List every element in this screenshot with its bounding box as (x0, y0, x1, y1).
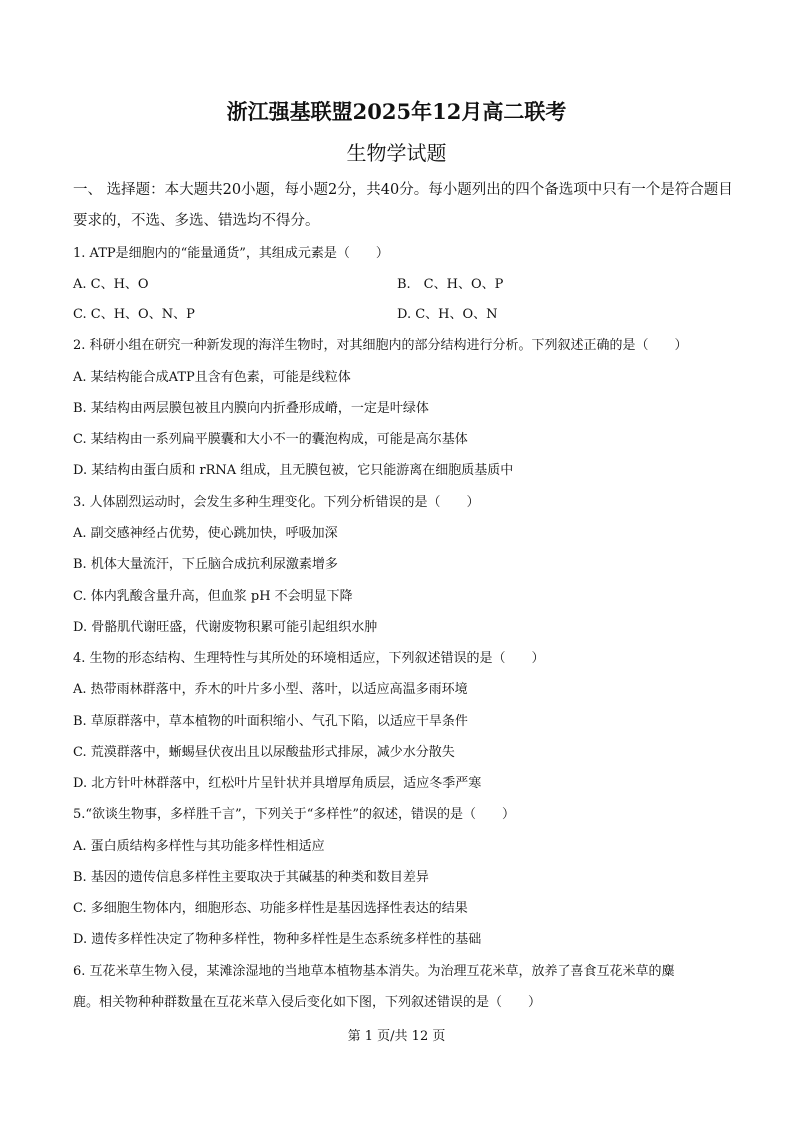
question-1-option-c: C. C、H、O、N、P (73, 307, 195, 322)
question-2-stem: 2. 科研小组在研究一种新发现的海洋生物时，对其细胞内的部分结构进行分析。下列叙述正确的是（ ） (73, 338, 688, 353)
question-1-option-d: D. C、H、O、N (397, 307, 498, 322)
question-2-option-c: C. 某结构由一系列扁平膜囊和大小不一的囊泡构成，可能是高尔基体 (73, 432, 468, 447)
question-3-stem: 3. 人体剧烈运动时，会发生多种生理变化。下列分析错误的是（ ） (73, 495, 480, 510)
question-1-option-a: A. C、H、O (73, 277, 149, 292)
question-3-option-d: D. 骨骼肌代谢旺盛，代谢废物积累可能引起组织水肿 (73, 620, 378, 635)
question-4-option-b: B. 草原群落中，草本植物的叶面积缩小、气孔下陷，以适应干旱条件 (73, 714, 468, 729)
question-5-stem: 5.“欲谈生物事，多样胜千言”，下列关于“多样性”的叙述，错误的是（ ） (73, 807, 515, 822)
question-5-option-c: C. 多细胞生物体内，细胞形态、功能多样性是基因选择性表达的结果 (73, 901, 468, 916)
question-2-option-d: D. 某结构由蛋白质和 rRNA 组成，且无膜包被，它只能游离在细胞质基质中 (73, 463, 514, 478)
question-3-option-b: B. 机体大量流汗，下丘脑合成抗利尿激素增多 (73, 557, 338, 572)
question-1-option-b: B. C、H、O、P (397, 277, 504, 292)
question-4-stem: 4. 生物的形态结构、生理特性与其所处的环境相适应，下列叙述错误的是（ ） (73, 651, 545, 666)
question-4-option-c: C. 荒漠群落中，蜥蜴昼伏夜出且以尿酸盐形式排尿，减少水分散失 (73, 745, 455, 760)
question-1-stem: 1. ATP是细胞内的“能量通货”，其组成元素是（ ） (73, 246, 389, 261)
question-5-option-d: D. 遗传多样性决定了物种多样性，物种多样性是生态系统多样性的基础 (73, 932, 482, 947)
question-5-option-b: B. 基因的遗传信息多样性主要取决于其碱基的种类和数目差异 (73, 870, 429, 885)
question-6-stem-line1: 6. 互花米草生物入侵，某滩涂湿地的当地草本植物基本消失。为治理互花米草，放养了喜食互花米草的麋 (73, 964, 675, 979)
question-2-option-a: A. 某结构能合成ATP且含有色素，可能是线粒体 (73, 370, 351, 385)
question-2-option-b: B. 某结构由两层膜包被且内膜向内折叠形成嵴，一定是叶绿体 (73, 401, 429, 416)
page-footer: 第 1 页/共 12 页 (347, 1029, 446, 1044)
question-4-option-d: D. 北方针叶林群落中，红松叶片呈针状并具增厚角质层，适应冬季严寒 (73, 776, 482, 791)
question-5-option-a: A. 蛋白质结构多样性与其功能多样性相适应 (73, 839, 325, 854)
question-3-option-c: C. 体内乳酸含量升高，但血浆 pH 不会明显下降 (73, 589, 353, 604)
exam-subtitle: 生物学试题 (346, 141, 447, 165)
question-3-option-a: A. 副交感神经占优势，使心跳加快，呼吸加深 (73, 526, 338, 541)
question-6-stem-line2: 鹿。相关物种种群数量在互花米草入侵后变化如下图，下列叙述错误的是（ ） (73, 995, 542, 1010)
question-4-option-a: A. 热带雨林群落中，乔木的叶片多小型、落叶，以适应高温多雨环境 (73, 682, 468, 697)
exam-title: 浙江强基联盟2025年12月高二联考 (226, 99, 567, 124)
section-heading: 一、 选择题：本大题共20小题，每小题2分，共40分。每小题列出的四个备选项中只有一个是符合题目要求的，不选、多选、错选均不得分。 (73, 182, 733, 229)
